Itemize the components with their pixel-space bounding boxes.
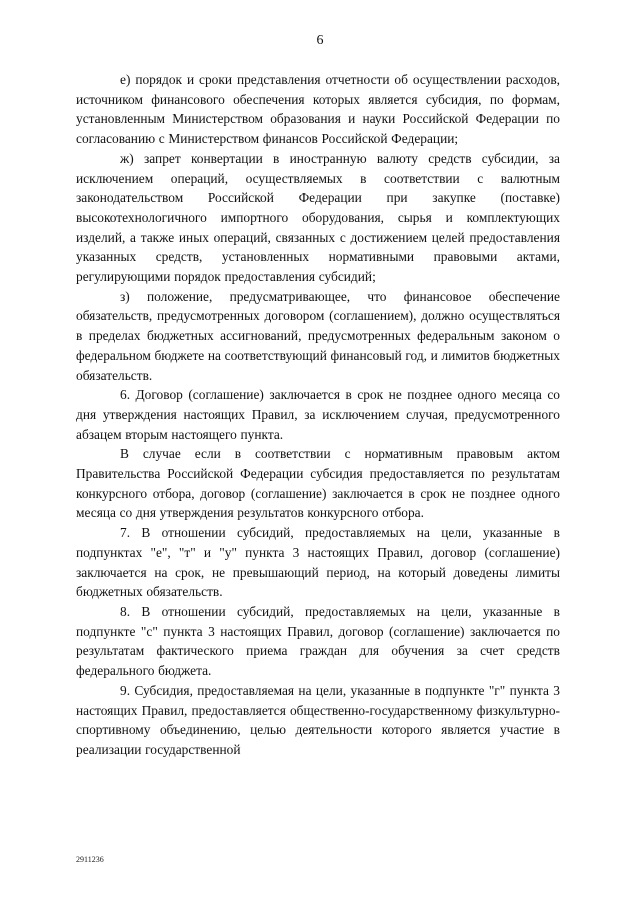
paragraph-9: 9. Субсидия, предоставляемая на цели, указанные в подпункте "г" пункта 3 настоящих Правил, предоставляется общественно-государственному физкультурно-спортивному объединению, целью деятельности которого является участие в реализации государственной — [76, 682, 560, 757]
paragraph-8: 8. В отношении субсидий, предоставляемых на цели, указанные в подпункте "с" пункта 3 настоящих Правил, договор (соглашение) заключается по результатам фактического приема граждан для обучения за счет средств федерального бюджета. — [76, 603, 560, 679]
paragraph-z: з) положение, предусматривающее, что финансовое обеспечение обязательств, предусмотренных договором (соглашением), должно осуществляться в пределах бюджетных ассигнований, предусмотренных федеральным законом о федеральном бюджете на соответствующий финансовый год, и лимитов бюджетных обязательств. — [76, 288, 560, 383]
document-body — [76, 70, 560, 760]
paragraph-e: е) порядок и сроки представления отчетности об осуществлении расходов, источником финансового обеспечения которых является субсидия, по формам, установленным Министерством образования и науки Российской Федерации по согласованию с Министерством финансов Российской Федерации; — [76, 72, 560, 147]
paragraph-7: 7. В отношении субсидий, предоставляемых на цели, указанные в подпунктах "е", "т" и "у" пункта 3 настоящих Правил, договор (соглашение) заключается на срок, не превышающий период, на который доведены лимиты бюджетных обязательств. — [76, 525, 560, 600]
page-number: 6 — [316, 33, 324, 48]
paragraph-zh: ж) запрет конвертации в иностранную валюту средств субсидии, за исключением операций, осуществляемых в соответствии с валютным законодательством Российской Федерации при закупке (поставке) высокотехнологичного импортного оборудования, сырья и комплектующих изделий, а также иных операций, связанных с достижением целей предоставления указанных средств, установленных нормативными правовыми актами, регулирующими порядок предоставления субсидий; — [76, 150, 560, 285]
document-code: 2911236 — [76, 855, 104, 864]
paragraph-6: 6. Договор (соглашение) заключается в срок не позднее одного месяца со дня утверждения настоящих Правил, за исключением случая, предусмотренного абзацем вторым настоящего пункта. — [76, 387, 560, 442]
paragraph-6-second: В случае если в соответствии с нормативным правовым актом Правительства Российской Федерации субсидия предоставляется по результатам конкурсного отбора, договор (соглашение) заключается в срок не позднее одного месяца со дня утверждения результатов конкурсного отбора. — [76, 446, 560, 521]
